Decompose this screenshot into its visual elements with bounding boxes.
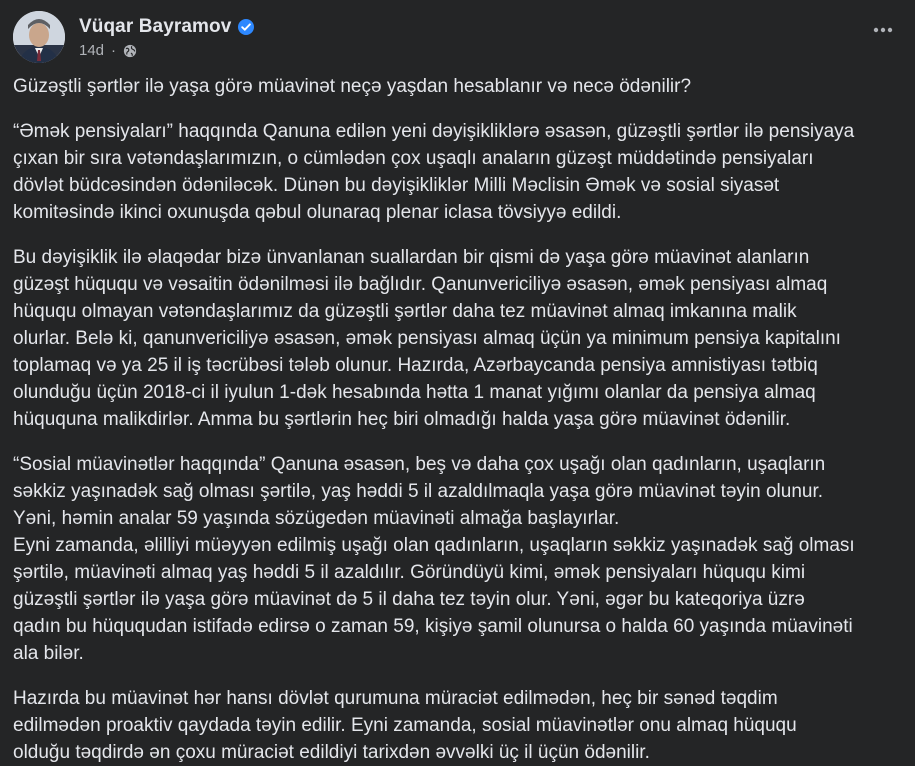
author-name[interactable]: Vüqar Bayramov bbox=[79, 16, 232, 37]
author-info bbox=[79, 15, 255, 59]
globe-icon[interactable] bbox=[123, 44, 137, 58]
author-name-row bbox=[79, 15, 255, 39]
post-meta bbox=[79, 42, 255, 59]
post-header bbox=[13, 11, 902, 63]
post-paragraph: “Əmək pensiyaları” haqqında Qanuna edilən yeni dəyişikliklərə əsasən, güzəştli şərtlər ilə pensiyaya çıxan bir sıra vətəndaşlarımızın, o cümlədən çox uşaqlı anaların güzəşt müddətində pensiyaları dövlət büdcəsindən ödəniləcək. Dünən bu dəyişikliklər Milli Məclisin Əmək və sosial siyasət komitəsində ikinci oxunuşda qəbul olunaraq plenar iclasa tövsiyyə edildi. bbox=[13, 121, 855, 223]
post-body bbox=[13, 73, 905, 766]
avatar-photo bbox=[13, 11, 65, 63]
more-horizontal-icon bbox=[871, 18, 895, 42]
post-paragraph: Güzəştli şərtlər ilə yaşa görə müavinət neçə yaşdan hesablanır və necə ödənilir? bbox=[13, 76, 692, 97]
post-timestamp[interactable]: 14d bbox=[79, 42, 105, 59]
post-paragraph: Hazırda bu müavinət hər hansı dövlət qurumuna müraciət edilmədən, heç bir sənəd təqdim edilmədən proaktiv qaydada təyin edilir. Eyni zamanda, sosial müavinətlər onu almaq hüququ olduğu təqdirdə ən çoxu müraciət edildiyi tarixdən əvvəlki üç il üçün ödənilir. bbox=[13, 688, 797, 763]
verified-badge-icon bbox=[237, 18, 255, 36]
author-avatar[interactable] bbox=[13, 11, 65, 63]
more-options-button[interactable] bbox=[867, 14, 899, 46]
post-paragraph: “Sosial müavinətlər haqqında” Qanuna əsasən, beş və daha çox uşağı olan qadınların, uşaqların səkkiz yaşınadək sağ olması şərtilə, yaş həddi 5 il azaldılmaqla yaşa görə müavinət təyin olunur. Yəni, həmin analar 59 yaşında sözügedən müavinəti almağa başlayırlar. Eyni zamanda, əlilliyi müəyyən edilmiş uşağı olan qadınların, uşaqların səkkiz yaşınadək sağ olması şərtilə, müavinəti almaq yaş həddi 5 il azaldılır. Göründüyü kimi, əmək pensiyaları hüququ kimi güzəştli şərtlər ilə yaşa görə müavinət də 5 il daha tez təyin olur. Yəni, əgər bu kateqoriya üzrə qadın bu hüququdan istifadə edirsə o zaman 59, kişiyə şamil olunursa o halda 60 yaşında müavinəti ala bilər. bbox=[13, 454, 855, 664]
meta-separator: · bbox=[111, 42, 117, 59]
post-paragraph: Bu dəyişiklik ilə əlaqədar bizə ünvanlanan suallardan bir qismi də yaşa görə müavinət alanların güzəşt hüququ və vəsaitin ödənilməsi ilə bağlıdır. Qanunvericiliyə əsasən, əmək pensiyası almaq hüququ olmayan vətəndaşlarımız da güzəştli şərtlər daha tez müavinət almaq imkanına malik olurlar. Belə ki, qanunvericiliyə əsasən, əmək pensiyası almaq üçün ya minimum pensiya kapitalını toplamaq və ya 25 il iş təcrübəsi tələb olunur. Hazırda, Azərbaycanda pensiya amnistiyası tətbiq olunduğu üçün 2018-ci il iyulun 1-dək hesabında hətta 1 manat yığımı olanlar da pensiya almaq hüququna malikdirlər. Amma bu şərtlərin heç biri olmadığı halda yaşa görə müavinət ödənilir. bbox=[13, 247, 841, 430]
